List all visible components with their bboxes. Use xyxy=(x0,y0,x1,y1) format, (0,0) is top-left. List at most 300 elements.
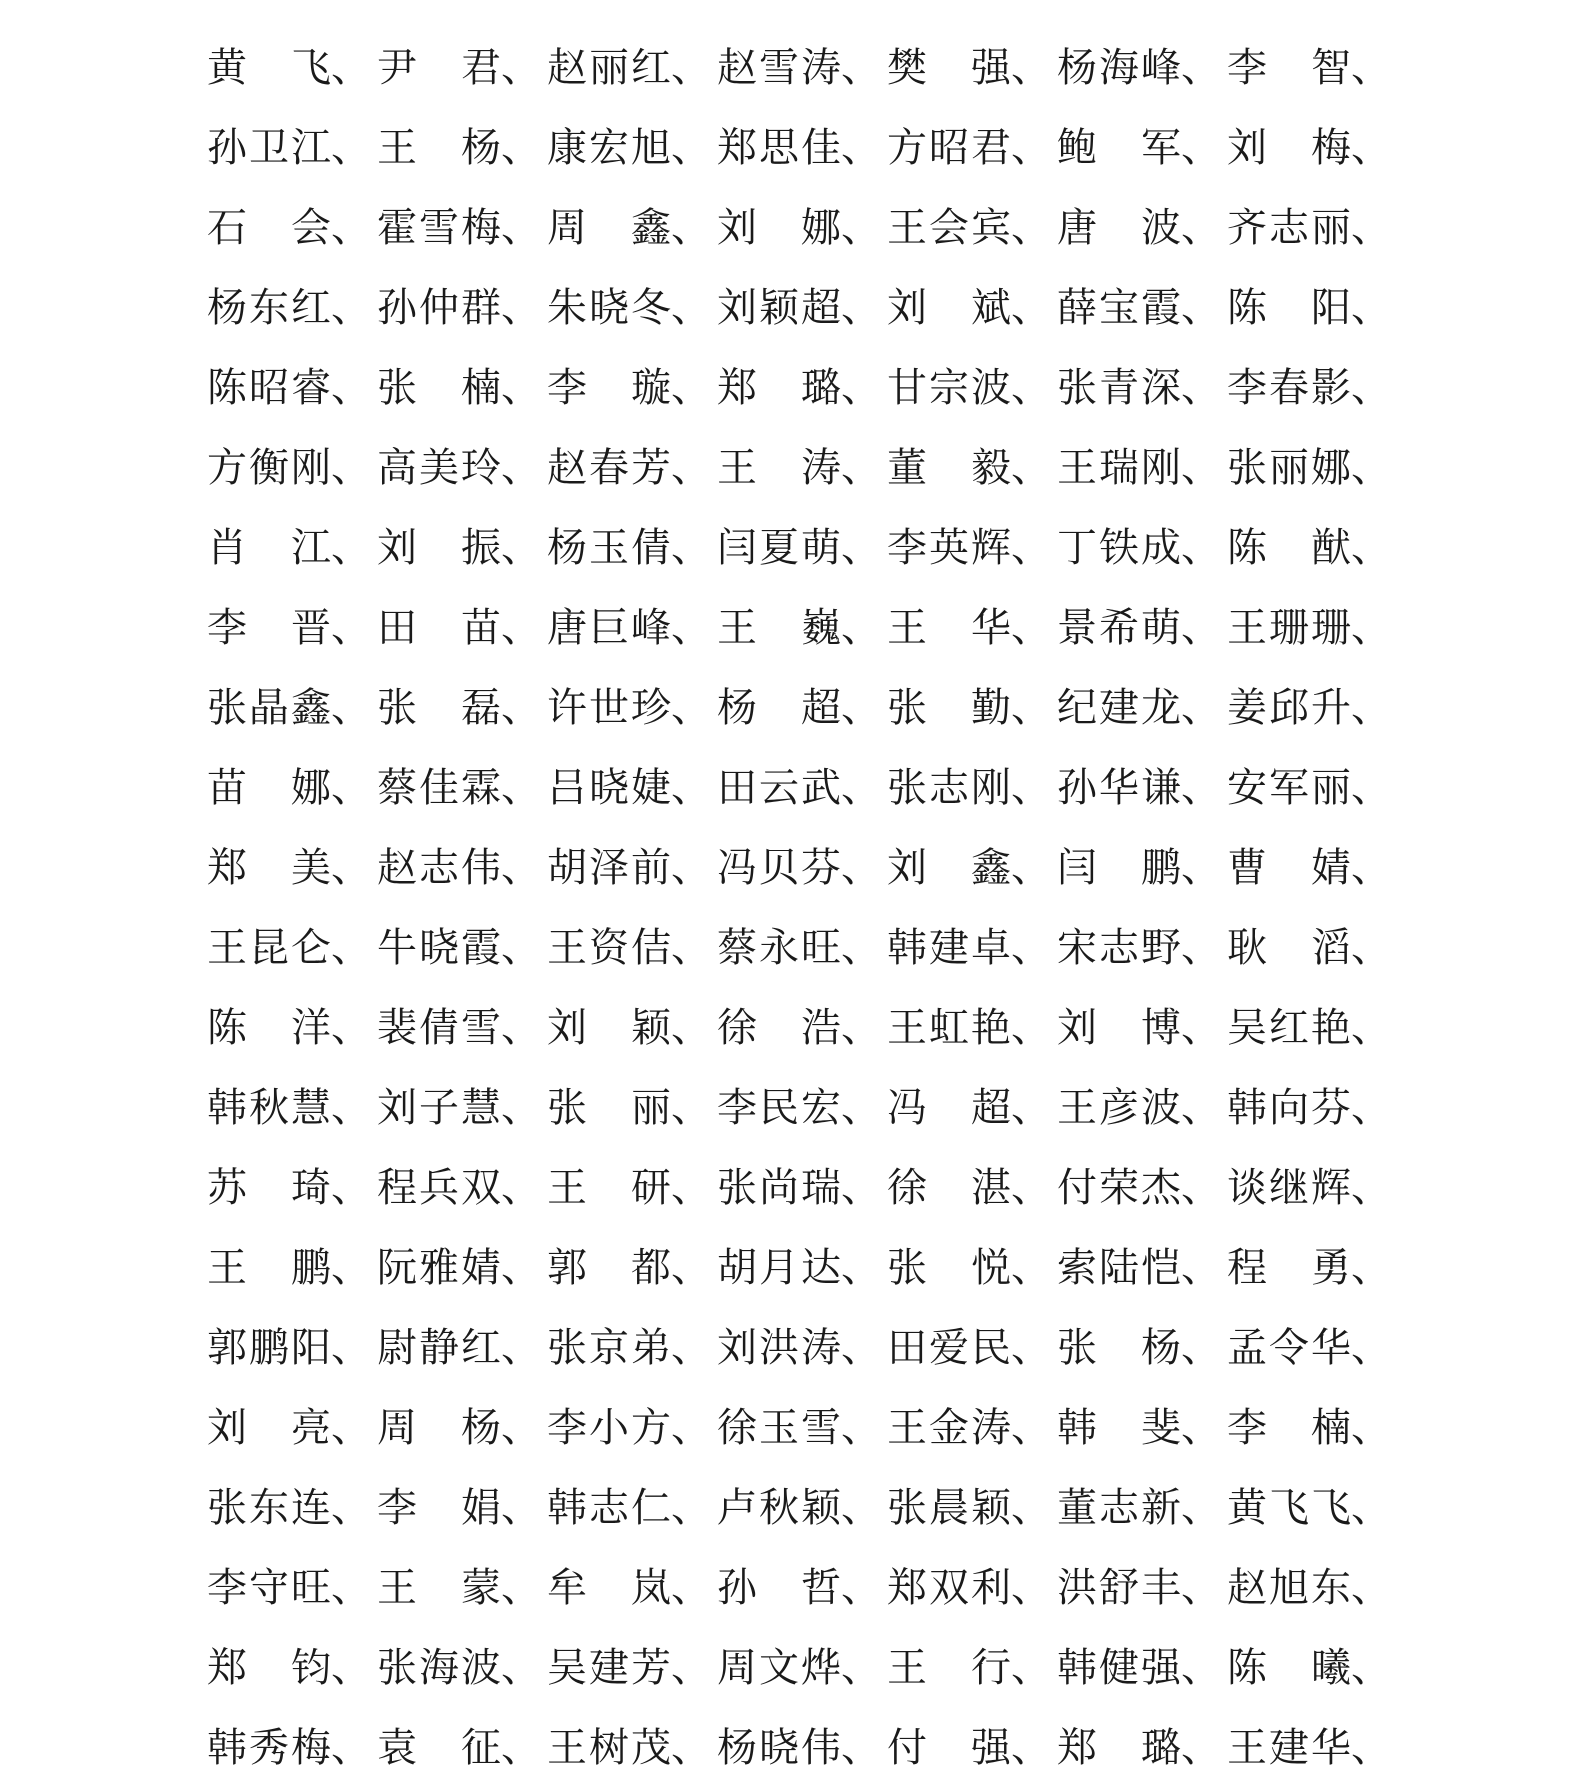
person-name: 裴 倩 雪 xyxy=(377,1004,501,1051)
person-name: 张 东 连 xyxy=(207,1484,331,1531)
person-name: 肖 江 xyxy=(207,524,331,571)
name-separator: 、 xyxy=(1351,444,1391,491)
name-separator: 、 xyxy=(841,1724,881,1771)
name-separator: 、 xyxy=(1351,1244,1391,1291)
name-separator: 、 xyxy=(501,924,541,971)
name-separator: 、 xyxy=(841,1324,881,1371)
name-row xyxy=(207,104,1391,184)
name-entry xyxy=(887,1636,1057,1693)
name-entry xyxy=(717,1156,887,1213)
person-name: 张 悦 xyxy=(887,1244,1011,1291)
person-name: 冯 贝 芬 xyxy=(717,844,841,891)
name-entry xyxy=(377,196,547,253)
person-name: 张 丽 娜 xyxy=(1227,444,1351,491)
name-entry xyxy=(1227,1156,1397,1213)
name-separator: 、 xyxy=(501,764,541,811)
person-name: 刘 颖 xyxy=(547,1004,671,1051)
name-entry xyxy=(377,596,547,653)
name-row xyxy=(207,1544,1391,1624)
person-name: 甘 宗 波 xyxy=(887,364,1011,411)
name-row xyxy=(207,984,1391,1064)
name-entry xyxy=(547,1076,717,1133)
name-separator: 、 xyxy=(1011,204,1051,251)
person-name: 杨 海 峰 xyxy=(1057,44,1181,91)
name-separator: 、 xyxy=(841,44,881,91)
name-row xyxy=(207,1624,1391,1704)
name-entry xyxy=(207,1076,377,1133)
person-name: 李 小 方 xyxy=(547,1404,671,1451)
name-separator: 、 xyxy=(1181,604,1221,651)
name-separator: 、 xyxy=(671,1164,711,1211)
person-name: 王 杨 xyxy=(377,124,501,171)
person-name: 韩 志 仁 xyxy=(547,1484,671,1531)
name-entry xyxy=(377,1556,547,1613)
person-name: 王 瑞 刚 xyxy=(1057,444,1181,491)
name-row xyxy=(207,744,1391,824)
person-name: 李 英 辉 xyxy=(887,524,1011,571)
person-name: 周 杨 xyxy=(377,1404,501,1451)
person-name: 刘 颖 超 xyxy=(717,284,841,331)
person-name: 董 毅 xyxy=(887,444,1011,491)
name-separator: 、 xyxy=(501,1644,541,1691)
name-entry xyxy=(377,756,547,813)
name-entry xyxy=(887,1156,1057,1213)
name-entry xyxy=(377,1716,547,1773)
person-name: 曹 婧 xyxy=(1227,844,1351,891)
name-separator: 、 xyxy=(671,284,711,331)
name-separator: 、 xyxy=(501,1404,541,1451)
name-entry xyxy=(207,1556,377,1613)
person-name: 唐 波 xyxy=(1057,204,1181,251)
person-name: 张 磊 xyxy=(377,684,501,731)
name-separator: 、 xyxy=(1181,1164,1221,1211)
person-name: 郑 璐 xyxy=(717,364,841,411)
name-separator: 、 xyxy=(331,924,371,971)
name-entry xyxy=(887,1076,1057,1133)
name-separator: 、 xyxy=(331,444,371,491)
name-separator: 、 xyxy=(331,684,371,731)
person-name: 康 宏 旭 xyxy=(547,124,671,171)
name-entry xyxy=(1057,1636,1227,1693)
name-entry xyxy=(207,436,377,493)
name-separator: 、 xyxy=(671,1244,711,1291)
name-entry xyxy=(887,996,1057,1053)
name-entry xyxy=(717,1556,887,1613)
person-name: 李 楠 xyxy=(1227,1404,1351,1451)
name-separator: 、 xyxy=(841,1564,881,1611)
name-separator: 、 xyxy=(671,1724,711,1771)
name-entry xyxy=(1057,356,1227,413)
name-separator: 、 xyxy=(331,764,371,811)
person-name: 王 建 华 xyxy=(1227,1724,1351,1771)
name-row xyxy=(207,1224,1391,1304)
name-entry xyxy=(547,1716,717,1773)
name-separator: 、 xyxy=(841,364,881,411)
name-separator: 、 xyxy=(331,284,371,331)
person-name: 韩 健 强 xyxy=(1057,1644,1181,1691)
name-separator: 、 xyxy=(841,1084,881,1131)
name-separator: 、 xyxy=(671,844,711,891)
person-name: 付 强 xyxy=(887,1724,1011,1771)
name-separator: 、 xyxy=(1351,364,1391,411)
name-entry xyxy=(717,836,887,893)
name-entry xyxy=(547,436,717,493)
name-entry xyxy=(1057,1236,1227,1293)
person-name: 王 树 茂 xyxy=(547,1724,671,1771)
name-entry xyxy=(207,1236,377,1293)
name-separator: 、 xyxy=(1351,924,1391,971)
name-separator: 、 xyxy=(1351,204,1391,251)
name-entry xyxy=(1057,1396,1227,1453)
name-entry xyxy=(547,836,717,893)
name-separator: 、 xyxy=(501,1484,541,1531)
name-entry xyxy=(377,1236,547,1293)
name-separator: 、 xyxy=(331,364,371,411)
name-separator: 、 xyxy=(501,604,541,651)
name-entry xyxy=(717,916,887,973)
name-separator: 、 xyxy=(671,1564,711,1611)
person-name: 尹 君 xyxy=(377,44,501,91)
name-entry xyxy=(377,116,547,173)
person-name: 刘 亮 xyxy=(207,1404,331,1451)
person-name: 赵 春 芳 xyxy=(547,444,671,491)
person-name: 孙 华 谦 xyxy=(1057,764,1181,811)
name-entry xyxy=(547,1236,717,1293)
person-name: 周 鑫 xyxy=(547,204,671,251)
name-separator: 、 xyxy=(501,364,541,411)
name-separator: 、 xyxy=(331,524,371,571)
name-separator: 、 xyxy=(671,1324,711,1371)
name-entry xyxy=(207,676,377,733)
person-name: 郑 美 xyxy=(207,844,331,891)
person-name: 谈 继 辉 xyxy=(1227,1164,1351,1211)
name-separator: 、 xyxy=(1011,1244,1051,1291)
name-entry xyxy=(547,916,717,973)
person-name: 李 守 旺 xyxy=(207,1564,331,1611)
name-separator: 、 xyxy=(671,604,711,651)
person-name: 周 文 烨 xyxy=(717,1644,841,1691)
name-entry xyxy=(207,196,377,253)
name-entry xyxy=(1227,1316,1397,1373)
name-separator: 、 xyxy=(1011,1564,1051,1611)
name-entry xyxy=(887,356,1057,413)
person-name: 郑 思 佳 xyxy=(717,124,841,171)
name-entry xyxy=(207,276,377,333)
name-entry xyxy=(887,196,1057,253)
name-separator: 、 xyxy=(1351,1644,1391,1691)
name-separator: 、 xyxy=(1181,444,1221,491)
name-entry xyxy=(547,1476,717,1533)
name-entry xyxy=(887,1396,1057,1453)
name-separator: 、 xyxy=(671,204,711,251)
name-separator: 、 xyxy=(671,124,711,171)
person-name: 田 爱 民 xyxy=(887,1324,1011,1371)
name-separator: 、 xyxy=(1181,284,1221,331)
name-entry xyxy=(887,1316,1057,1373)
name-separator: 、 xyxy=(331,1324,371,1371)
name-entry xyxy=(1057,596,1227,653)
name-entry xyxy=(717,1076,887,1133)
name-separator: 、 xyxy=(671,524,711,571)
name-row xyxy=(207,1064,1391,1144)
person-name: 许 世 珍 xyxy=(547,684,671,731)
name-separator: 、 xyxy=(331,204,371,251)
person-name: 陈 阳 xyxy=(1227,284,1351,331)
person-name: 蔡 永 旺 xyxy=(717,924,841,971)
name-separator: 、 xyxy=(331,844,371,891)
person-name: 田 苗 xyxy=(377,604,501,651)
name-entry xyxy=(1227,356,1397,413)
name-separator: 、 xyxy=(1011,1004,1051,1051)
name-separator: 、 xyxy=(841,764,881,811)
name-separator: 、 xyxy=(1181,684,1221,731)
name-entry xyxy=(887,756,1057,813)
name-separator: 、 xyxy=(1351,1004,1391,1051)
person-name: 张 晨 颖 xyxy=(887,1484,1011,1531)
name-separator: 、 xyxy=(1181,1564,1221,1611)
person-name: 刘 子 慧 xyxy=(377,1084,501,1131)
person-name: 张 杨 xyxy=(1057,1324,1181,1371)
name-separator: 、 xyxy=(841,844,881,891)
name-entry xyxy=(207,916,377,973)
name-separator: 、 xyxy=(1011,924,1051,971)
person-name: 吕 晓 婕 xyxy=(547,764,671,811)
name-entry xyxy=(1057,276,1227,333)
name-entry xyxy=(377,996,547,1053)
name-row xyxy=(207,344,1391,424)
name-separator: 、 xyxy=(331,1164,371,1211)
name-entry xyxy=(207,356,377,413)
person-name: 李 晋 xyxy=(207,604,331,651)
name-separator: 、 xyxy=(1181,1724,1221,1771)
name-entry xyxy=(1057,1316,1227,1373)
name-entry xyxy=(717,196,887,253)
name-separator: 、 xyxy=(331,1084,371,1131)
person-name: 齐 志 丽 xyxy=(1227,204,1351,251)
name-entry xyxy=(887,116,1057,173)
name-entry xyxy=(887,1556,1057,1613)
name-entry xyxy=(377,516,547,573)
name-entry xyxy=(207,1636,377,1693)
name-separator: 、 xyxy=(1181,364,1221,411)
name-entry xyxy=(717,436,887,493)
person-name: 郑 璐 xyxy=(1057,1724,1181,1771)
name-separator: 、 xyxy=(1011,764,1051,811)
name-separator: 、 xyxy=(331,1004,371,1051)
name-separator: 、 xyxy=(1181,1324,1221,1371)
name-separator: 、 xyxy=(331,1244,371,1291)
name-entry xyxy=(377,1636,547,1693)
name-entry xyxy=(1227,676,1397,733)
name-entry xyxy=(207,1396,377,1453)
person-name: 王 彦 波 xyxy=(1057,1084,1181,1131)
name-separator: 、 xyxy=(1011,684,1051,731)
person-name: 王 珊 珊 xyxy=(1227,604,1351,651)
name-separator: 、 xyxy=(671,364,711,411)
name-separator: 、 xyxy=(501,844,541,891)
name-entry xyxy=(207,1156,377,1213)
name-separator: 、 xyxy=(501,204,541,251)
name-row xyxy=(207,584,1391,664)
name-entry xyxy=(887,836,1057,893)
person-name: 杨 晓 伟 xyxy=(717,1724,841,1771)
person-name: 董 志 新 xyxy=(1057,1484,1181,1531)
name-entry xyxy=(207,36,377,93)
person-name: 韩 斐 xyxy=(1057,1404,1181,1451)
person-name: 孙 仲 群 xyxy=(377,284,501,331)
person-name: 张 海 波 xyxy=(377,1644,501,1691)
name-separator: 、 xyxy=(1351,1084,1391,1131)
name-separator: 、 xyxy=(1181,1484,1221,1531)
person-name: 高 美 玲 xyxy=(377,444,501,491)
name-entry xyxy=(547,116,717,173)
name-separator: 、 xyxy=(501,684,541,731)
person-name: 李 智 xyxy=(1227,44,1351,91)
person-name: 张 楠 xyxy=(377,364,501,411)
person-name: 黄 飞 xyxy=(207,44,331,91)
name-separator: 、 xyxy=(501,44,541,91)
name-entry xyxy=(207,756,377,813)
name-entry xyxy=(1057,1716,1227,1773)
person-name: 牟 岚 xyxy=(547,1564,671,1611)
name-entry xyxy=(377,356,547,413)
name-entry xyxy=(717,1716,887,1773)
person-name: 樊 强 xyxy=(887,44,1011,91)
person-name: 张 丽 xyxy=(547,1084,671,1131)
name-separator: 、 xyxy=(671,764,711,811)
name-entry xyxy=(547,996,717,1053)
name-separator: 、 xyxy=(671,1484,711,1531)
name-entry xyxy=(717,116,887,173)
name-separator: 、 xyxy=(841,284,881,331)
name-entry xyxy=(377,676,547,733)
name-entry xyxy=(547,276,717,333)
name-separator: 、 xyxy=(1011,844,1051,891)
name-entry xyxy=(717,1236,887,1293)
person-name: 程 勇 xyxy=(1227,1244,1351,1291)
name-entry xyxy=(377,36,547,93)
name-separator: 、 xyxy=(1351,284,1391,331)
name-entry xyxy=(887,516,1057,573)
name-entry xyxy=(1057,1156,1227,1213)
person-name: 吴 红 艳 xyxy=(1227,1004,1351,1051)
person-name: 刘 娜 xyxy=(717,204,841,251)
person-name: 纪 建 龙 xyxy=(1057,684,1181,731)
name-entry xyxy=(1057,916,1227,973)
name-entry xyxy=(1227,36,1397,93)
person-name: 孙 哲 xyxy=(717,1564,841,1611)
person-name: 徐 玉 雪 xyxy=(717,1404,841,1451)
name-row xyxy=(207,824,1391,904)
name-separator: 、 xyxy=(1351,1484,1391,1531)
name-separator: 、 xyxy=(1181,764,1221,811)
name-separator: 、 xyxy=(1181,44,1221,91)
name-separator: 、 xyxy=(671,1404,711,1451)
name-entry xyxy=(1227,436,1397,493)
name-separator: 、 xyxy=(1011,1084,1051,1131)
name-separator: 、 xyxy=(1181,1644,1221,1691)
person-name: 阮 雅 婧 xyxy=(377,1244,501,1291)
name-separator: 、 xyxy=(1011,1724,1051,1771)
person-name: 霍 雪 梅 xyxy=(377,204,501,251)
name-separator: 、 xyxy=(671,1644,711,1691)
person-name: 闫 夏 萌 xyxy=(717,524,841,571)
name-entry xyxy=(1057,516,1227,573)
name-separator: 、 xyxy=(1181,924,1221,971)
name-separator: 、 xyxy=(1011,284,1051,331)
name-separator: 、 xyxy=(1351,1404,1391,1451)
person-name: 王 昆 仑 xyxy=(207,924,331,971)
name-separator: 、 xyxy=(841,1164,881,1211)
name-entry xyxy=(887,916,1057,973)
name-separator: 、 xyxy=(1011,1324,1051,1371)
name-separator: 、 xyxy=(1181,1404,1221,1451)
person-name: 丁 铁 成 xyxy=(1057,524,1181,571)
name-separator: 、 xyxy=(1351,1164,1391,1211)
person-name: 陈 昭 睿 xyxy=(207,364,331,411)
name-separator: 、 xyxy=(841,1244,881,1291)
name-entry xyxy=(1227,1556,1397,1613)
name-separator: 、 xyxy=(1351,44,1391,91)
person-name: 刘 斌 xyxy=(887,284,1011,331)
person-name: 宋 志 野 xyxy=(1057,924,1181,971)
name-row xyxy=(207,1464,1391,1544)
person-name: 韩 向 芬 xyxy=(1227,1084,1351,1131)
name-separator: 、 xyxy=(1011,524,1051,571)
name-separator: 、 xyxy=(1351,764,1391,811)
name-entry xyxy=(717,1396,887,1453)
person-name: 杨 超 xyxy=(717,684,841,731)
name-separator: 、 xyxy=(501,1564,541,1611)
name-entry xyxy=(717,756,887,813)
name-entry xyxy=(717,36,887,93)
person-name: 王 资 佶 xyxy=(547,924,671,971)
name-entry xyxy=(1227,1716,1397,1773)
person-name: 冯 超 xyxy=(887,1084,1011,1131)
person-name: 张 青 深 xyxy=(1057,364,1181,411)
name-entry xyxy=(547,756,717,813)
name-row xyxy=(207,664,1391,744)
person-name: 王 华 xyxy=(887,604,1011,651)
person-name: 李 娟 xyxy=(377,1484,501,1531)
name-separator: 、 xyxy=(841,444,881,491)
name-separator: 、 xyxy=(501,444,541,491)
name-separator: 、 xyxy=(1011,364,1051,411)
person-name: 田 云 武 xyxy=(717,764,841,811)
name-entry xyxy=(887,276,1057,333)
person-name: 苗 娜 xyxy=(207,764,331,811)
name-separator: 、 xyxy=(671,1004,711,1051)
name-separator: 、 xyxy=(331,1644,371,1691)
name-separator: 、 xyxy=(331,604,371,651)
name-separator: 、 xyxy=(1181,1084,1221,1131)
name-list xyxy=(207,24,1391,1784)
person-name: 韩 秋 慧 xyxy=(207,1084,331,1131)
name-row xyxy=(207,1384,1391,1464)
name-entry xyxy=(547,1316,717,1373)
name-entry xyxy=(377,276,547,333)
person-name: 刘 鑫 xyxy=(887,844,1011,891)
person-name: 尉 静 红 xyxy=(377,1324,501,1371)
name-separator: 、 xyxy=(501,1244,541,1291)
name-separator: 、 xyxy=(501,284,541,331)
name-separator: 、 xyxy=(501,1324,541,1371)
name-entry xyxy=(1227,1636,1397,1693)
name-separator: 、 xyxy=(1011,444,1051,491)
name-entry xyxy=(717,596,887,653)
person-name: 胡 月 达 xyxy=(717,1244,841,1291)
name-separator: 、 xyxy=(1351,1324,1391,1371)
